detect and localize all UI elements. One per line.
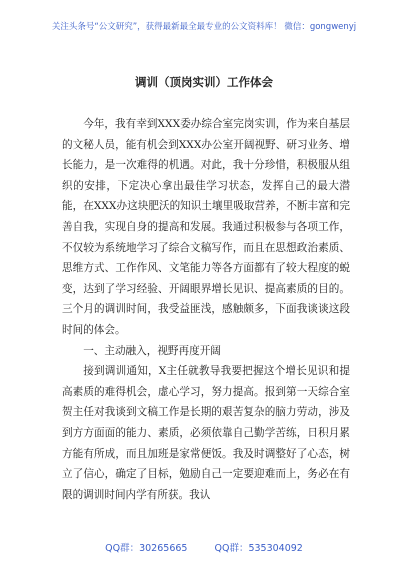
footer-qq-group-1: QQ群：30265665 [105, 543, 188, 554]
footer-qq-group-2: QQ群：535304092 [214, 543, 303, 554]
section-heading: 一、主动融入，视野再度开阔 [83, 344, 221, 357]
paragraph-section-1: 接到调训通知，X主任就教导我要把握这个增长见识和提高素质的难得机会，虚心学习，努力提高。报到第一天综合室贺主任对我谈到文稿工作是长期的艰苦复杂的脑力劳动，涉及到方方面面的能力、素质，必须依靠自己勤学苦练，日积月累方能有所成，而且加班是家常便饭。我及时调整好了心态，树立了信心，确定了目标，勉励自己一定要迎难而上，务必在有限的调训时间内学有所获。我认 [62, 365, 350, 501]
footer [0, 540, 408, 554]
document-body [62, 114, 350, 505]
document-title: 调训（顶岗实训）工作体会 [135, 75, 273, 89]
paragraph-intro: 今年，我有幸到XXX委办综合室完岗实训，作为来自基层的文秘人员，能有机会到XXX办公室开阔视野、研习业务、增长能力，是一次难得的机遇。对此，我十分珍惜，积极服从组织的安排，下定决心拿出最佳学习状态，发挥自己的最大潜能，在XXX办这块肥沃的知识土壤里吸取营养，不断丰富和完善自我，实现自身的提高和发展。我通过积极参与各项工作，不仅较为系统地学习了综合文稿写作，而且在思想政治素质、思维方式、工作作风、文笔能力等各方面都有了较大程度的蜕变，达到了学习经验、开阔眼界增长见识、提高素质的目的。三个月的调训时间，我受益匪浅，感触颇多，下面我谈谈这段时间的体会。 [62, 118, 350, 336]
header-banner: 关注头条号“公文研究”，获得最新最全最专业的公文资料库！ 微信：gongwenyj [51, 22, 357, 32]
